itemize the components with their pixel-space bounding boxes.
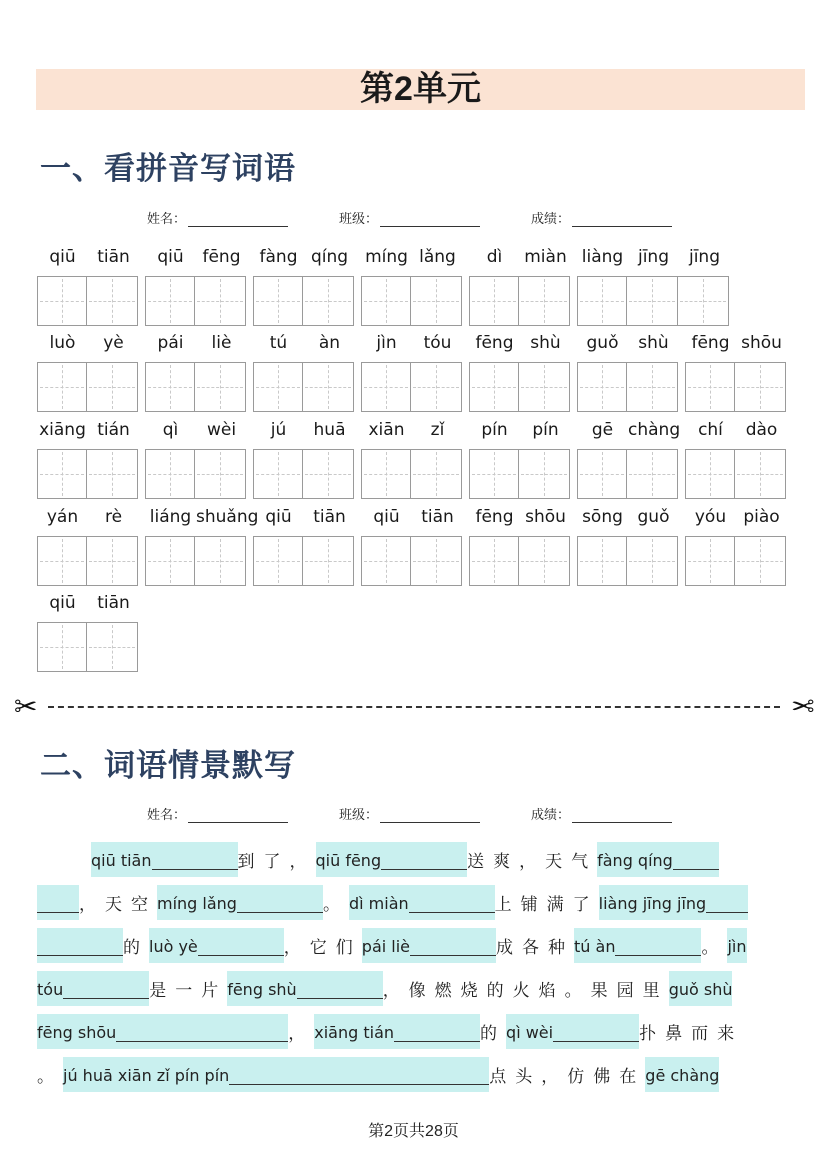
answer-line[interactable]	[553, 1017, 639, 1042]
character-cell[interactable]	[685, 362, 735, 412]
pinyin-blank[interactable]	[669, 971, 733, 1006]
pinyin-syllable: fēng	[691, 333, 730, 353]
pinyin-blank[interactable]	[37, 1014, 288, 1049]
pinyin-syllable: tiān	[313, 507, 346, 527]
character-cell[interactable]	[253, 276, 303, 326]
character-box-group	[145, 536, 246, 586]
blank-pinyin: fēng shù	[227, 980, 297, 999]
character-cell[interactable]	[411, 449, 462, 499]
answer-line[interactable]	[198, 931, 284, 956]
pinyin-syllable: míng	[365, 247, 408, 267]
character-cell[interactable]	[627, 536, 678, 586]
character-cell[interactable]	[735, 536, 786, 586]
class-label: 班级：	[339, 212, 379, 227]
pinyin-syllable: yóu	[694, 507, 727, 527]
class-field[interactable]	[339, 804, 480, 823]
answer-line[interactable]	[410, 931, 496, 956]
pinyin-row	[0, 420, 827, 444]
character-box-group	[469, 276, 570, 326]
answer-line[interactable]	[37, 888, 79, 913]
pinyin-blank[interactable]	[506, 1014, 639, 1049]
character-box-group	[253, 276, 354, 326]
pinyin-syllable: dào	[745, 420, 778, 440]
pinyin-syllable: wèi	[206, 420, 237, 440]
character-cell[interactable]	[303, 362, 354, 412]
answer-line[interactable]	[37, 931, 123, 956]
character-cell[interactable]	[195, 536, 246, 586]
character-cell[interactable]	[87, 536, 138, 586]
character-box-group	[361, 276, 462, 326]
character-cell[interactable]	[627, 362, 678, 412]
answer-line[interactable]	[63, 974, 149, 999]
blank-pinyin: luò yè	[149, 937, 198, 956]
word-pinyin	[577, 507, 679, 531]
word-pinyin	[37, 507, 139, 531]
pinyin-syllable: tiān	[421, 507, 454, 527]
character-box-group	[361, 449, 462, 499]
character-cell[interactable]	[195, 362, 246, 412]
pinyin-syllable: lǎng	[419, 247, 456, 267]
word-pinyin	[577, 333, 679, 357]
character-box-group	[685, 449, 786, 499]
answer-line[interactable]	[229, 1060, 489, 1085]
character-box-group	[685, 362, 786, 412]
word-pinyin	[253, 420, 355, 444]
passage-text: 到了，	[237, 852, 316, 872]
word-pinyin	[685, 420, 787, 444]
word-pinyin	[37, 247, 139, 271]
pinyin-syllable: chàng	[628, 420, 681, 440]
word-pinyin	[37, 593, 139, 617]
blank-pinyin: tú àn	[574, 937, 616, 956]
pinyin-syllable: shù	[638, 333, 669, 353]
character-box-group	[469, 362, 570, 412]
character-cell[interactable]	[303, 536, 354, 586]
pinyin-blank[interactable]	[574, 928, 701, 963]
passage-text: ，天空	[79, 895, 157, 915]
pinyin-syllable: sōng	[582, 507, 623, 527]
word-pinyin	[361, 507, 463, 531]
blank-pinyin: pái liè	[361, 937, 411, 956]
character-cell[interactable]	[37, 449, 87, 499]
word-pinyin	[577, 247, 720, 271]
word-pinyin	[253, 507, 355, 531]
pinyin-syllable: zǐ	[430, 420, 445, 440]
pinyin-syllable: fàng	[259, 247, 298, 267]
dashed-divider	[48, 706, 780, 708]
word-pinyin	[145, 507, 259, 531]
blank-pinyin: dì miàn	[348, 894, 409, 913]
word-pinyin	[145, 333, 247, 357]
character-cell[interactable]	[145, 276, 195, 326]
passage-text: 的	[480, 1024, 507, 1044]
character-box-group	[469, 449, 570, 499]
answer-line[interactable]	[237, 888, 323, 913]
character-cell[interactable]	[519, 276, 570, 326]
pinyin-blank[interactable]	[157, 885, 323, 920]
pinyin-blank[interactable]	[63, 1057, 489, 1092]
character-cell[interactable]	[627, 276, 678, 326]
pinyin-syllable: pái	[157, 333, 184, 353]
word-pinyin	[361, 420, 463, 444]
answer-line[interactable]	[394, 1017, 480, 1042]
word-pinyin	[145, 247, 247, 271]
character-box-group	[37, 449, 138, 499]
passage-text: 的	[123, 938, 149, 958]
section-title-context: 二、词语情景默写	[40, 748, 296, 784]
pinyin-syllable: chí	[698, 420, 723, 440]
character-cell[interactable]	[577, 362, 627, 412]
pinyin-blank[interactable]	[37, 928, 123, 963]
writing-grid-row	[0, 449, 827, 501]
pinyin-syllable: shuǎng	[196, 507, 259, 527]
pinyin-row	[0, 333, 827, 357]
character-box-group	[37, 276, 138, 326]
passage-text: 。	[701, 938, 728, 958]
pinyin-syllable: jīng	[688, 247, 720, 267]
character-cell[interactable]	[145, 449, 195, 499]
character-cell[interactable]	[577, 536, 627, 586]
pinyin-syllable: rè	[104, 507, 123, 527]
character-cell[interactable]	[361, 536, 411, 586]
passage-text: 送爽，天气	[467, 852, 598, 872]
student-info-row-2	[0, 804, 827, 824]
pinyin-syllable: jìn	[376, 333, 397, 353]
word-pinyin	[253, 247, 355, 271]
passage-text: 是一片	[149, 981, 228, 1001]
character-cell[interactable]	[519, 362, 570, 412]
class-label: 班级：	[339, 808, 379, 823]
answer-line[interactable]	[381, 845, 467, 870]
blank-pinyin: míng lǎng	[157, 894, 237, 913]
word-pinyin	[361, 333, 463, 357]
word-pinyin	[469, 247, 571, 271]
pinyin-syllable: fēng	[475, 333, 514, 353]
passage-text: 。	[37, 1067, 63, 1087]
pinyin-syllable: shōu	[525, 507, 566, 527]
pinyin-syllable: tián	[97, 420, 130, 440]
word-pinyin	[37, 333, 139, 357]
character-box-group	[145, 362, 246, 412]
pinyin-syllable: jú	[270, 420, 287, 440]
passage-text: 扑鼻而来	[639, 1024, 744, 1044]
pinyin-syllable: guǒ	[637, 507, 670, 527]
character-cell[interactable]	[577, 449, 627, 499]
pinyin-syllable: tú	[269, 333, 288, 353]
section-title-pinyin: 一、看拼音写词语	[40, 151, 296, 187]
passage-text: 点头，仿佛在	[489, 1067, 646, 1087]
pinyin-blank[interactable]	[227, 971, 382, 1006]
name-label: 姓名：	[147, 212, 187, 227]
pinyin-syllable: yè	[103, 333, 124, 353]
blank-pinyin: qiū tiān	[91, 851, 152, 870]
character-box-group	[145, 449, 246, 499]
pinyin-syllable: fēng	[202, 247, 241, 267]
character-cell[interactable]	[145, 536, 195, 586]
character-cell[interactable]	[87, 449, 138, 499]
pinyin-syllable: liáng	[149, 507, 192, 527]
word-pinyin	[469, 420, 571, 444]
pinyin-row	[0, 247, 827, 271]
pinyin-syllable: pín	[481, 420, 508, 440]
character-box-group	[253, 536, 354, 586]
character-cell[interactable]	[411, 276, 462, 326]
character-cell[interactable]	[469, 276, 519, 326]
blank-pinyin: tóu	[37, 980, 64, 999]
score-field[interactable]	[531, 208, 672, 227]
answer-line[interactable]	[116, 1017, 288, 1042]
score-label: 成绩：	[531, 808, 571, 823]
character-cell[interactable]	[145, 362, 195, 412]
pinyin-syllable: shù	[530, 333, 561, 353]
scissors-icon: ✂	[14, 690, 38, 723]
pinyin-syllable: yán	[46, 507, 79, 527]
character-box-group	[361, 362, 462, 412]
word-pinyin	[145, 420, 247, 444]
character-cell[interactable]	[519, 449, 570, 499]
writing-grid-row	[0, 536, 827, 588]
passage-text: ，	[288, 1024, 315, 1044]
pinyin-syllable: liàng	[581, 247, 624, 267]
pinyin-syllable: tiān	[97, 247, 130, 267]
character-cell[interactable]	[253, 536, 303, 586]
pinyin-blank[interactable]	[727, 928, 746, 963]
context-writing-passage	[37, 842, 792, 1100]
character-cell[interactable]	[361, 449, 411, 499]
character-cell[interactable]	[735, 362, 786, 412]
answer-line[interactable]	[615, 931, 701, 956]
pinyin-blank[interactable]	[314, 1014, 480, 1049]
character-cell[interactable]	[87, 276, 138, 326]
blank-pinyin: jìn	[727, 937, 747, 956]
pinyin-syllable: miàn	[524, 247, 567, 267]
pinyin-blank[interactable]	[37, 885, 79, 920]
character-cell[interactable]	[37, 276, 87, 326]
answer-line[interactable]	[152, 845, 238, 870]
character-cell[interactable]	[627, 449, 678, 499]
character-cell[interactable]	[195, 449, 246, 499]
pinyin-syllable: fēng	[475, 507, 514, 527]
passage-text: 上铺满了	[494, 895, 599, 915]
pinyin-blank[interactable]	[91, 842, 238, 877]
character-box-group	[469, 536, 570, 586]
pinyin-syllable: luò	[49, 333, 76, 353]
blank-pinyin: fàng qíng	[597, 851, 673, 870]
character-cell[interactable]	[735, 449, 786, 499]
answer-line[interactable]	[673, 845, 719, 870]
score-field[interactable]	[531, 804, 672, 823]
character-cell[interactable]	[87, 622, 138, 672]
word-pinyin	[37, 420, 139, 444]
character-cell[interactable]	[361, 362, 411, 412]
character-box-group	[37, 362, 138, 412]
passage-text: 成各种	[496, 938, 575, 958]
passage-text: ，像燃烧的火焰。果园里	[382, 981, 669, 1001]
blank-pinyin: qì wèi	[506, 1023, 554, 1042]
pinyin-blank[interactable]	[645, 1057, 719, 1092]
blank-pinyin: jú huā xiān zǐ pín pín	[63, 1066, 230, 1085]
pinyin-blank[interactable]	[362, 928, 496, 963]
pinyin-syllable: shōu	[741, 333, 782, 353]
pinyin-syllable: pín	[532, 420, 559, 440]
character-cell[interactable]	[253, 362, 303, 412]
character-cell[interactable]	[303, 276, 354, 326]
page-footer: 第2页共28页	[368, 1123, 459, 1140]
character-box-group	[361, 536, 462, 586]
blank-pinyin: xiāng tián	[314, 1023, 395, 1042]
character-cell[interactable]	[469, 362, 519, 412]
pinyin-syllable: huā	[313, 420, 346, 440]
pinyin-row	[0, 593, 827, 617]
word-pinyin	[469, 333, 571, 357]
pinyin-syllable: dì	[486, 247, 503, 267]
character-cell[interactable]	[411, 362, 462, 412]
pinyin-syllable: qíng	[310, 247, 349, 267]
character-cell[interactable]	[685, 536, 735, 586]
cut-line	[14, 690, 814, 723]
character-box-group	[577, 449, 678, 499]
pinyin-blank[interactable]	[149, 928, 284, 963]
character-box-group	[685, 536, 786, 586]
character-cell[interactable]	[37, 622, 87, 672]
passage-line	[37, 971, 792, 1014]
pinyin-syllable: jīng	[637, 247, 669, 267]
word-pinyin	[253, 333, 355, 357]
answer-line[interactable]	[706, 888, 748, 913]
blank-pinyin: liàng jīng jīng	[598, 894, 707, 913]
pinyin-syllable: qì	[162, 420, 179, 440]
character-cell[interactable]	[577, 276, 627, 326]
character-cell[interactable]	[519, 536, 570, 586]
passage-line	[37, 885, 792, 928]
passage-line	[37, 1057, 792, 1100]
student-info-row	[0, 208, 827, 228]
character-box-group	[145, 276, 246, 326]
pinyin-syllable: qiū	[265, 507, 292, 527]
pinyin-blank[interactable]	[597, 842, 719, 877]
blank-pinyin: fēng shōu	[37, 1023, 117, 1042]
word-pinyin	[469, 507, 571, 531]
pinyin-syllable: àn	[318, 333, 341, 353]
answer-line[interactable]	[297, 974, 383, 999]
passage-line	[37, 1014, 792, 1057]
character-cell[interactable]	[195, 276, 246, 326]
character-cell[interactable]	[361, 276, 411, 326]
character-box-group	[253, 449, 354, 499]
character-cell[interactable]	[469, 536, 519, 586]
word-pinyin	[577, 420, 679, 444]
pinyin-blank[interactable]	[316, 842, 468, 877]
passage-line	[37, 928, 792, 971]
name-field[interactable]	[147, 804, 288, 823]
writing-grid-row	[0, 622, 827, 674]
score-label: 成绩：	[531, 212, 571, 227]
character-cell[interactable]	[87, 362, 138, 412]
character-cell[interactable]	[685, 449, 735, 499]
pinyin-blank[interactable]	[37, 971, 149, 1006]
pinyin-syllable: liè	[211, 333, 232, 353]
pinyin-syllable: piào	[743, 507, 780, 527]
word-pinyin	[685, 507, 787, 531]
pinyin-syllable: qiū	[49, 247, 76, 267]
character-cell[interactable]	[411, 536, 462, 586]
character-cell[interactable]	[469, 449, 519, 499]
blank-pinyin: gē chàng	[645, 1066, 720, 1085]
pinyin-blank[interactable]	[599, 885, 749, 920]
blank-pinyin: qiū fēng	[315, 851, 382, 870]
character-box-group	[37, 536, 138, 586]
character-box-group	[577, 362, 678, 412]
unit-title: 第2单元	[36, 69, 805, 110]
blank-pinyin: guǒ shù	[668, 980, 733, 999]
pinyin-syllable: xiāng	[39, 420, 86, 440]
pinyin-syllable: gē	[591, 420, 614, 440]
passage-text: 。	[322, 895, 349, 915]
character-cell[interactable]	[303, 449, 354, 499]
name-label: 姓名：	[147, 808, 187, 823]
pinyin-syllable: guǒ	[586, 333, 619, 353]
character-box-group	[577, 276, 729, 326]
name-field[interactable]	[147, 208, 288, 227]
pinyin-blank[interactable]	[349, 885, 495, 920]
character-box-group	[37, 622, 138, 672]
pinyin-syllable: qiū	[49, 593, 76, 613]
class-field[interactable]	[339, 208, 480, 227]
character-cell[interactable]	[253, 449, 303, 499]
pinyin-syllable: tóu	[423, 333, 452, 353]
scissors-icon: ✂	[790, 690, 814, 723]
character-cell[interactable]	[37, 536, 87, 586]
answer-line[interactable]	[409, 888, 495, 913]
writing-grid-row	[0, 362, 827, 414]
character-box-group	[253, 362, 354, 412]
passage-line	[37, 842, 792, 885]
character-box-group	[577, 536, 678, 586]
pinyin-row	[0, 507, 827, 531]
word-pinyin	[361, 247, 463, 271]
pinyin-syllable: qiū	[157, 247, 184, 267]
writing-grid-row	[0, 276, 827, 328]
pinyin-syllable: qiū	[373, 507, 400, 527]
pinyin-syllable: xiān	[368, 420, 405, 440]
word-pinyin	[685, 333, 787, 357]
passage-text: ，它们	[283, 938, 362, 958]
character-cell[interactable]	[37, 362, 87, 412]
pinyin-syllable: tiān	[97, 593, 130, 613]
character-cell[interactable]	[678, 276, 729, 326]
